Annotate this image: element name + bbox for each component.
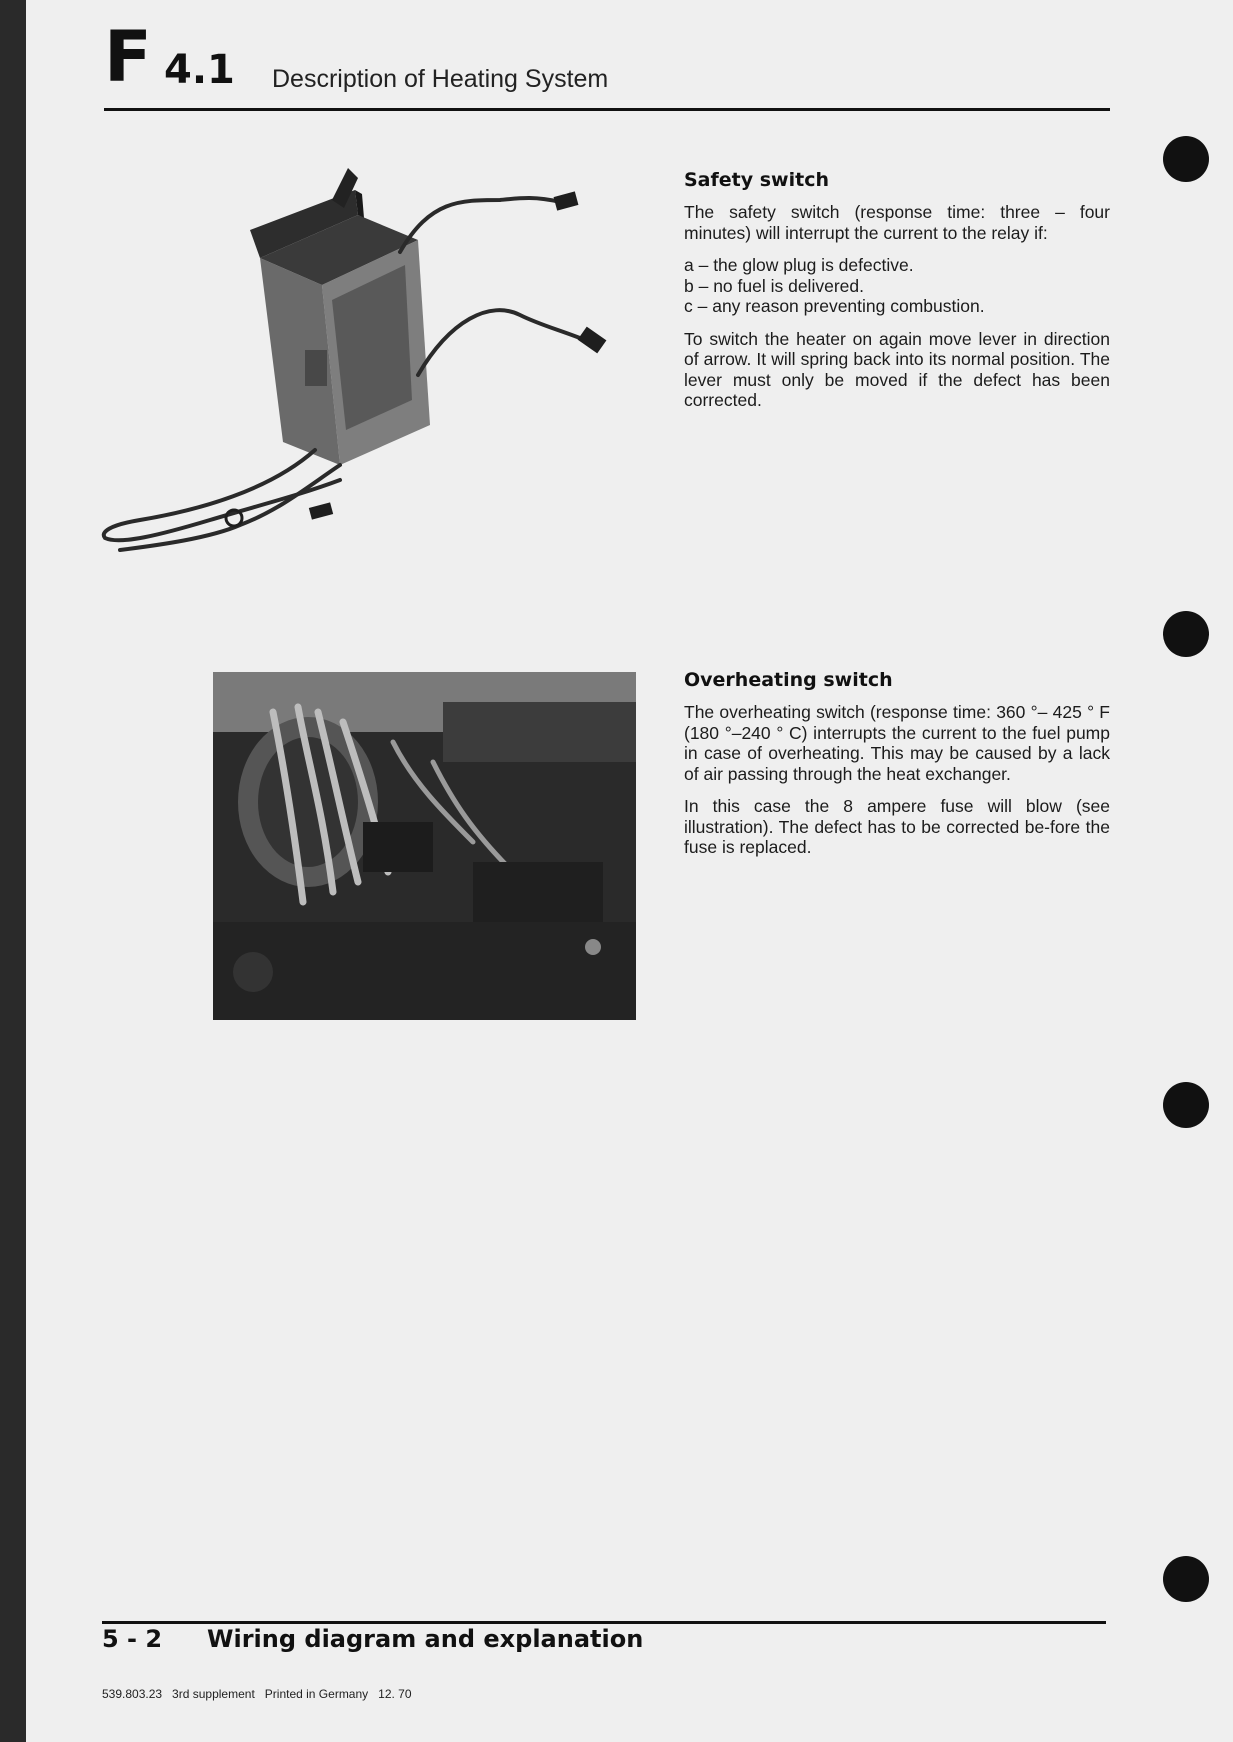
page-number: 5 - 2 (102, 1625, 163, 1653)
list-item: a – the glow plug is defective. (684, 255, 914, 275)
section-number: 4.1 (164, 47, 235, 93)
safety-switch-conditions (684, 255, 1110, 317)
engine-bay-image (213, 672, 636, 1020)
punch-hole (1163, 1082, 1209, 1128)
overheating-switch-para2: In this case the 8 ampere fuse will blow (see illustration). The defect has to be corrected be-fore the fuse is replaced. (684, 796, 1110, 857)
punch-hole (1163, 136, 1209, 182)
safety-switch-note: To switch the heater on again move lever in direction of arrow. It will spring back into its normal position. The lever must only be moved if the defect has been corrected. (684, 328, 1110, 410)
relay-unit (250, 168, 430, 465)
overheating-switch-para1: The overheating switch (response time: 360 °– 425 ° F (180 °–240 ° C) interrupts the current to the fuel pump in case of overheating. This may be caused by a lack of air passing through the heat exchanger. (684, 702, 1110, 784)
overheating-switch-section (684, 668, 1110, 870)
safety-switch-intro: The safety switch (response time: three – four minutes) will interrupt the current to the relay if: (684, 202, 1110, 243)
list-item: b – no fuel is delivered. (684, 275, 864, 296)
imprint-line: 539.803.23 3rd supplement Printed in Germany 12. 70 (102, 1687, 412, 1701)
overheating-switch-photo (213, 672, 636, 1020)
section-letter: F (104, 16, 152, 98)
safety-switch-photo (100, 160, 640, 600)
binding-strip (0, 0, 26, 1742)
safety-switch-section (684, 168, 1110, 423)
header-rule (104, 108, 1110, 111)
overheating-switch-heading: Overheating switch (684, 669, 893, 691)
page-header (104, 16, 1110, 114)
page-title: Description of Heating System (272, 65, 609, 93)
safety-switch-heading: Safety switch (684, 169, 829, 191)
punch-hole (1163, 611, 1209, 657)
punch-hole (1163, 1556, 1209, 1602)
list-item: c – any reason preventing combustion. (684, 296, 985, 316)
footer-title: Wiring diagram and explanation (207, 1625, 644, 1653)
